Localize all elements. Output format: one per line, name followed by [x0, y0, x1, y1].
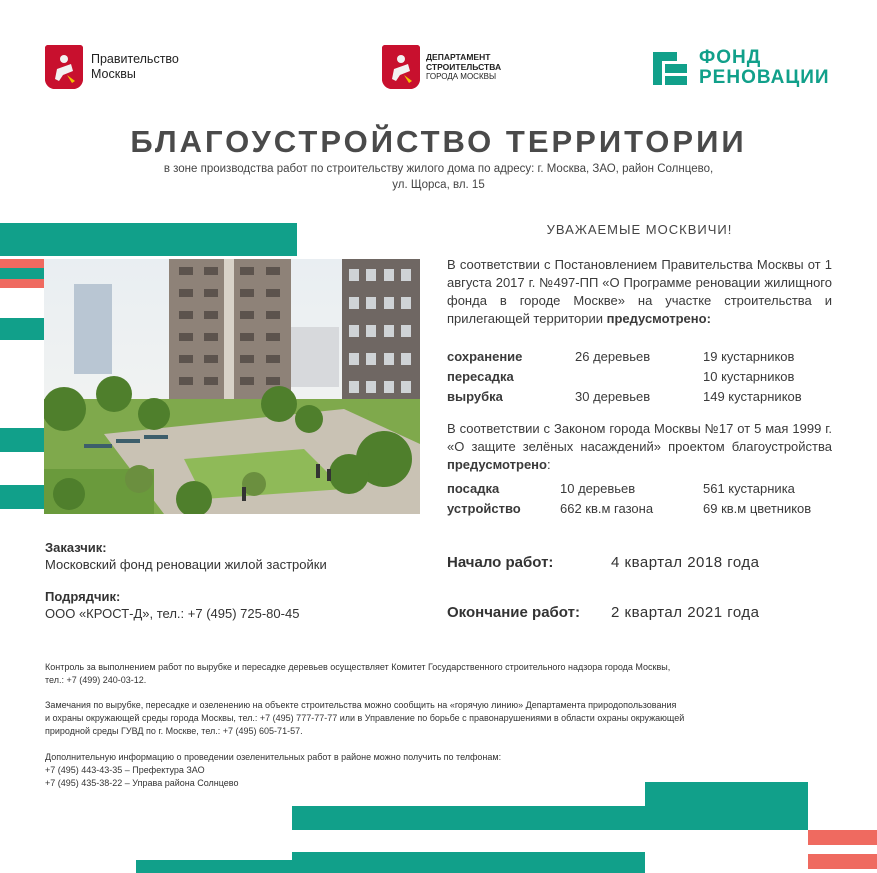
construction-dept-logo: [382, 45, 501, 89]
law-text: В соответствии с Законом города Москвы №17 от 5 мая 1999 г. «О защите зелёных насаждений» проектом благоустройства: [447, 421, 832, 454]
subtitle-line1: в зоне производства работ по строительству жилого дома по адресу: г. Москва, ЗАО, район Солнцево,: [163, 163, 714, 175]
decor-bar: [0, 318, 44, 340]
action-cell: сохранение: [447, 349, 523, 364]
decor-bar: [0, 223, 297, 256]
courtyard-illustration: [44, 259, 420, 514]
end-label: Окончание работ:: [447, 604, 580, 621]
planting-table: [447, 480, 837, 520]
end-value: 2 квартал 2021 года: [611, 604, 760, 621]
note-line: природной среды ГУВД по г. Москве, тел.: +7 (495) 605-71-57.: [45, 726, 303, 736]
start-label: Начало работ:: [447, 554, 554, 571]
customer-value: Московский фонд реновации жилой застройки: [45, 557, 327, 572]
shrubs-cell: 149 кустарников: [703, 389, 802, 404]
dept-logo-line3: ГОРОДА МОСКВЫ: [426, 72, 497, 81]
shrubs-cell: 10 кустарников: [703, 369, 795, 384]
moscow-crest-icon: [382, 45, 420, 89]
note-line: тел.: +7 (499) 240-03-12.: [45, 675, 147, 685]
regulation-paragraph: [447, 256, 832, 328]
amount-cell: 10 деревьев: [560, 481, 636, 496]
action-cell: вырубка: [447, 389, 503, 404]
gov-logo-line2: Москвы: [91, 67, 136, 81]
gov-logo-line1: Правительство: [91, 52, 179, 66]
regulation-bold: предусмотрено:: [606, 311, 711, 326]
note-line: Замечания по вырубке, пересадке и озеленению на объекте строительства можно сообщить на «горячую линию» Департамента природопользования: [45, 700, 677, 710]
law-tail: :: [546, 457, 551, 472]
decor-bar: [292, 806, 808, 830]
regulation-text: В соответствии с Постановлением Правительства Москвы от 1 августа 2017 г. №497-ПП «О Программе реновации жилищного фонда в городе Москве» на участке строительства и прилегающей территории: [447, 257, 832, 326]
action-cell: пересадка: [447, 369, 514, 384]
customer-label: Заказчик:: [45, 540, 107, 555]
action-cell: посадка: [447, 481, 500, 496]
amount-cell: 69 кв.м цветников: [703, 501, 812, 516]
action-cell: устройство: [447, 501, 521, 516]
moscow-crest-icon: [45, 45, 83, 89]
note-line: Дополнительную информацию о проведении озеленительных работ в районе можно получить по телфонам:: [45, 752, 502, 762]
contractor-label: Подрядчик:: [45, 589, 121, 604]
note-line: и охраны окружающей среды города Москвы, тел.: +7 (495) 777-77-77 или в Управление по борьбе с правонарушениями в области охраны окружающей: [45, 713, 685, 723]
dept-logo-line2: СТРОИТЕЛЬСТВА: [426, 62, 502, 72]
shrubs-cell: 19 кустарников: [703, 349, 795, 364]
decor-bar: [0, 428, 44, 452]
note-line: Контроль за выполнением работ по вырубке и пересадке деревьев осуществляет Комитет Государственного строительного надзора города Москвы,: [45, 662, 671, 672]
preservation-table: [447, 348, 837, 408]
fund-mark-icon: [653, 50, 689, 86]
fund-logo-line1: ФОНД: [699, 47, 762, 68]
amount-cell: 561 кустарника: [703, 481, 795, 496]
contractor-value: ООО «КРОСТ-Д», тел.: +7 (495) 725-80-45: [45, 606, 300, 621]
trees-cell: 30 деревьев: [575, 389, 651, 404]
decor-bar: [645, 782, 808, 806]
decor-bar: [808, 854, 877, 869]
law-bold: предусмотрено: [447, 457, 547, 472]
page-title: БЛАГОУСТРОЙСТВО ТЕРРИТОРИИ: [130, 124, 747, 159]
amount-cell: 662 кв.м газона: [560, 501, 654, 516]
note-line: +7 (495) 435-38-22 – Управа района Солнцево: [45, 778, 239, 788]
note-line: +7 (495) 443-43-35 – Префектура ЗАО: [45, 765, 205, 775]
decor-bar: [292, 852, 645, 873]
law-paragraph: [447, 420, 832, 474]
decor-bar: [136, 860, 292, 873]
dept-logo-line1: ДЕПАРТАМЕНТ: [426, 52, 491, 62]
subtitle-line2: ул. Щорса, вл. 15: [392, 179, 485, 191]
page-subtitle: [100, 161, 777, 193]
start-value: 4 квартал 2018 года: [611, 554, 760, 571]
greeting: УВАЖАЕМЫЕ МОСКВИЧИ!: [546, 222, 733, 237]
hotline-note: [45, 699, 845, 738]
decor-bar: [0, 268, 44, 279]
renovation-fund-logo: [653, 48, 830, 88]
decor-bar: [0, 485, 44, 509]
control-note: [45, 661, 845, 687]
decor-bar: [808, 830, 877, 845]
gov-moscow-logo: [45, 45, 179, 89]
trees-cell: 26 деревьев: [575, 349, 651, 364]
fund-logo-line2: РЕНОВАЦИИ: [699, 67, 830, 88]
